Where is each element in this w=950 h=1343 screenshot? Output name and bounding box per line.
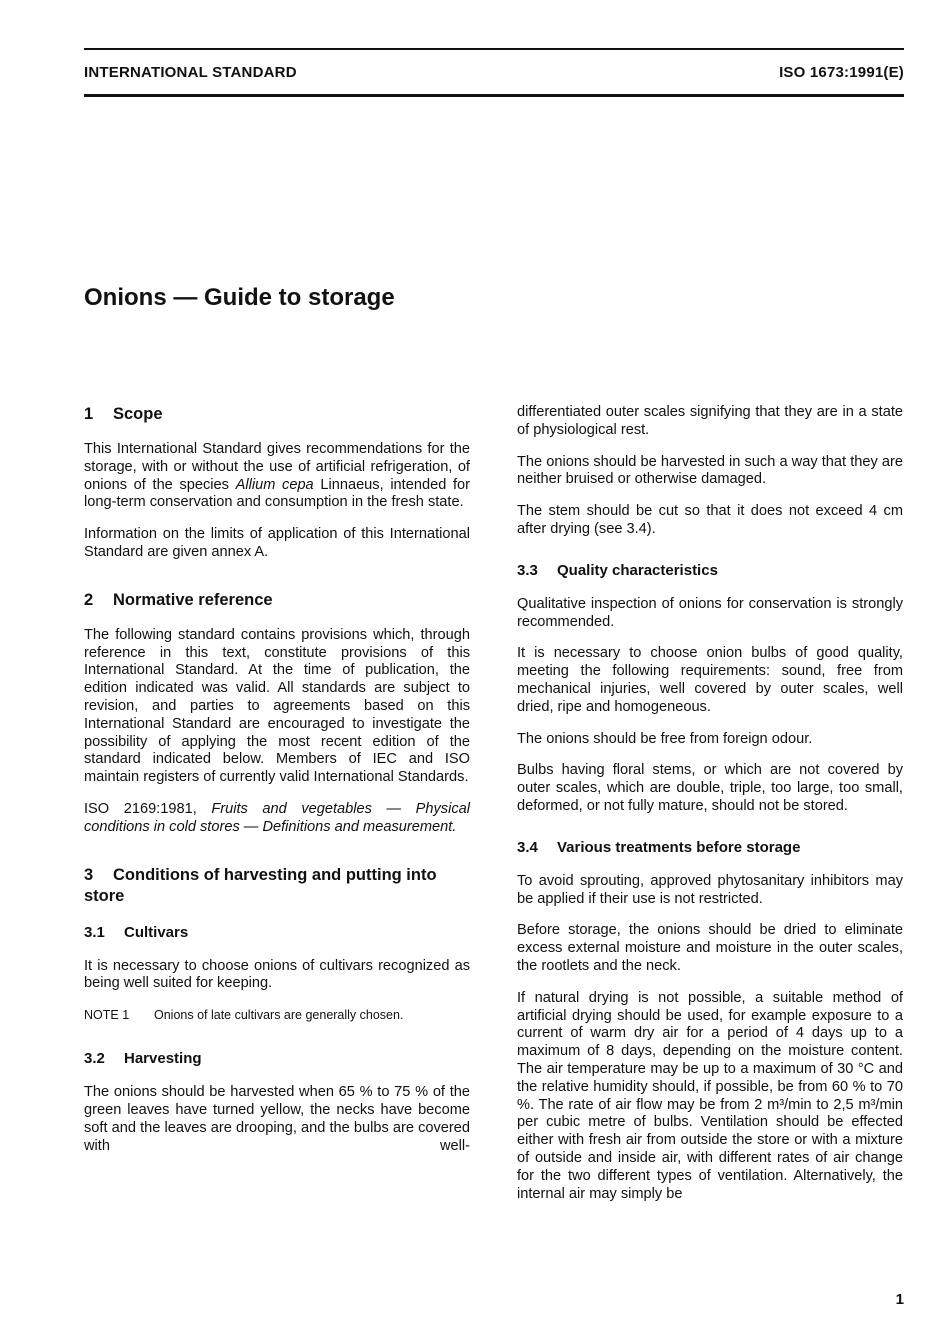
section-1-heading — [84, 404, 470, 425]
note-1 — [84, 1007, 470, 1023]
section-title: Quality characteristics — [557, 561, 718, 579]
section-title: Cultivars — [124, 923, 189, 941]
note-text: Onions of late cultivars are generally chosen. — [154, 1008, 404, 1023]
page-number: 1 — [895, 1291, 904, 1308]
left-column — [84, 404, 470, 1169]
standard-number: ISO 1673:1991(E) — [779, 64, 904, 81]
harvesting-paragraph-3: The stem should be cut so that it does not exceed 4 cm after drying (see 3.4). — [517, 503, 903, 537]
text-run: This International Standard gives recommendations for the storage, with or without the use of artificial refrigeration, of onions of the species — [84, 441, 470, 493]
harvesting-paragraph-1-part-1: The onions should be harvested when 65 % to 75 % of the green leaves have turned yellow, the necks have become soft and the leaves are drooping, and the bulbs are covered with well- — [84, 1084, 470, 1154]
section-number: 1 — [84, 405, 94, 423]
section-3-4-heading — [517, 838, 903, 857]
quality-paragraph-1: Qualitative inspection of onions for conservation is strongly recommended. — [517, 595, 903, 630]
section-number: 3 — [84, 865, 94, 884]
reference-title: Fruits and vegetables — Physical conditions in cold stores — Definitions and measurement. — [84, 800, 471, 835]
treatments-paragraph-3: If natural drying is not possible, a suitable method of artificial drying should be used, for example exposure to a current of warm dry air for a period of 4 days up to a maximum of 8 days, depending on the moisture content. The air temperature may be up to a maximum of 30 °C and the relative humidity should, if possible, be from 60 % to 70 %. The rate of air flow may be from 2 m³/min to 2,5 m³/min per cubic metre of bulbs. Ventilation should be effected either with fresh air from outside the store or with a mixture of outside and inside air, with different rates of air change for the two different types of ventilation. Alternatively, the internal air may simply be — [517, 989, 903, 1202]
quality-paragraph-2: It is necessary to choose onion bulbs of good quality, meeting the following requirements: sound, free from mechanical injuries, well covered by outer scales, well dried, ripe and homogeneous. — [517, 645, 903, 715]
section-3-heading — [84, 865, 470, 907]
section-title: Conditions of harvesting and putting into store — [84, 865, 437, 905]
quality-paragraph-3: The onions should be free from foreign odour. — [517, 730, 813, 747]
species-name: Allium cepa — [235, 476, 314, 493]
right-column — [517, 404, 903, 1217]
section-number: 2 — [84, 590, 94, 609]
section-title: Various treatments before storage — [557, 838, 801, 856]
reference-code: ISO 2169:1981, — [84, 800, 212, 817]
treatments-paragraph-1: To avoid sprouting, approved phytosanitary inhibitors may be applied if their use is not restricted. — [517, 872, 903, 907]
section-title: Normative reference — [113, 590, 273, 609]
section-number: 3.3 — [517, 561, 538, 579]
text-run: Linnaeus, intended for long-term conservation and consumption in the fresh state. — [84, 476, 471, 511]
section-number: 3.4 — [517, 838, 538, 856]
section-number: 3.1 — [84, 923, 105, 941]
section-2-heading — [84, 590, 470, 611]
section-title: Harvesting — [124, 1050, 202, 1068]
document-type-label: INTERNATIONAL STANDARD — [84, 64, 297, 81]
page-title: Onions — Guide to storage — [84, 284, 395, 311]
section-title: Scope — [113, 405, 163, 423]
cultivars-paragraph: It is necessary to choose onions of cultivars recognized as being well suited for keeping. — [84, 957, 470, 992]
section-3-2-heading — [84, 1049, 470, 1068]
harvesting-paragraph-2: The onions should be harvested in such a way that they are neither bruised or otherwise damaged. — [517, 453, 903, 488]
scope-paragraph-2: Information on the limits of application of this International Standard are given annex A. — [84, 526, 470, 560]
header-top-rule — [84, 48, 904, 50]
harvesting-paragraph-1-part-2: differentiated outer scales signifying that they are in a state of physiological rest. — [517, 404, 903, 438]
normative-paragraph: The following standard contains provisions which, through reference in this text, constitute provisions of this International Standard. At the time of publication, the edition indicated was valid. All standards are subject to revision, and parties to agreements based on this International Standard are encouraged to investigate the possibility of applying the most recent edition of the standard indicated below. Members of IEC and ISO maintain registers of currently valid International Standards. — [84, 626, 470, 786]
section-3-1-heading — [84, 923, 470, 942]
section-number: 3.2 — [84, 1050, 105, 1068]
header-bottom-rule — [84, 94, 904, 97]
normative-reference-item — [84, 801, 470, 837]
section-3-3-heading — [517, 561, 903, 580]
quality-paragraph-4: Bulbs having floral stems, or which are not covered by outer scales, which are double, triple, too large, too small, deformed, or not fully mature, should not be stored. — [517, 762, 903, 814]
scope-paragraph-1 — [84, 441, 470, 512]
note-label: NOTE 1 — [84, 1008, 130, 1023]
treatments-paragraph-2: Before storage, the onions should be dried to eliminate excess external moisture and moisture in the outer scales, the rootlets and the neck. — [517, 922, 903, 974]
